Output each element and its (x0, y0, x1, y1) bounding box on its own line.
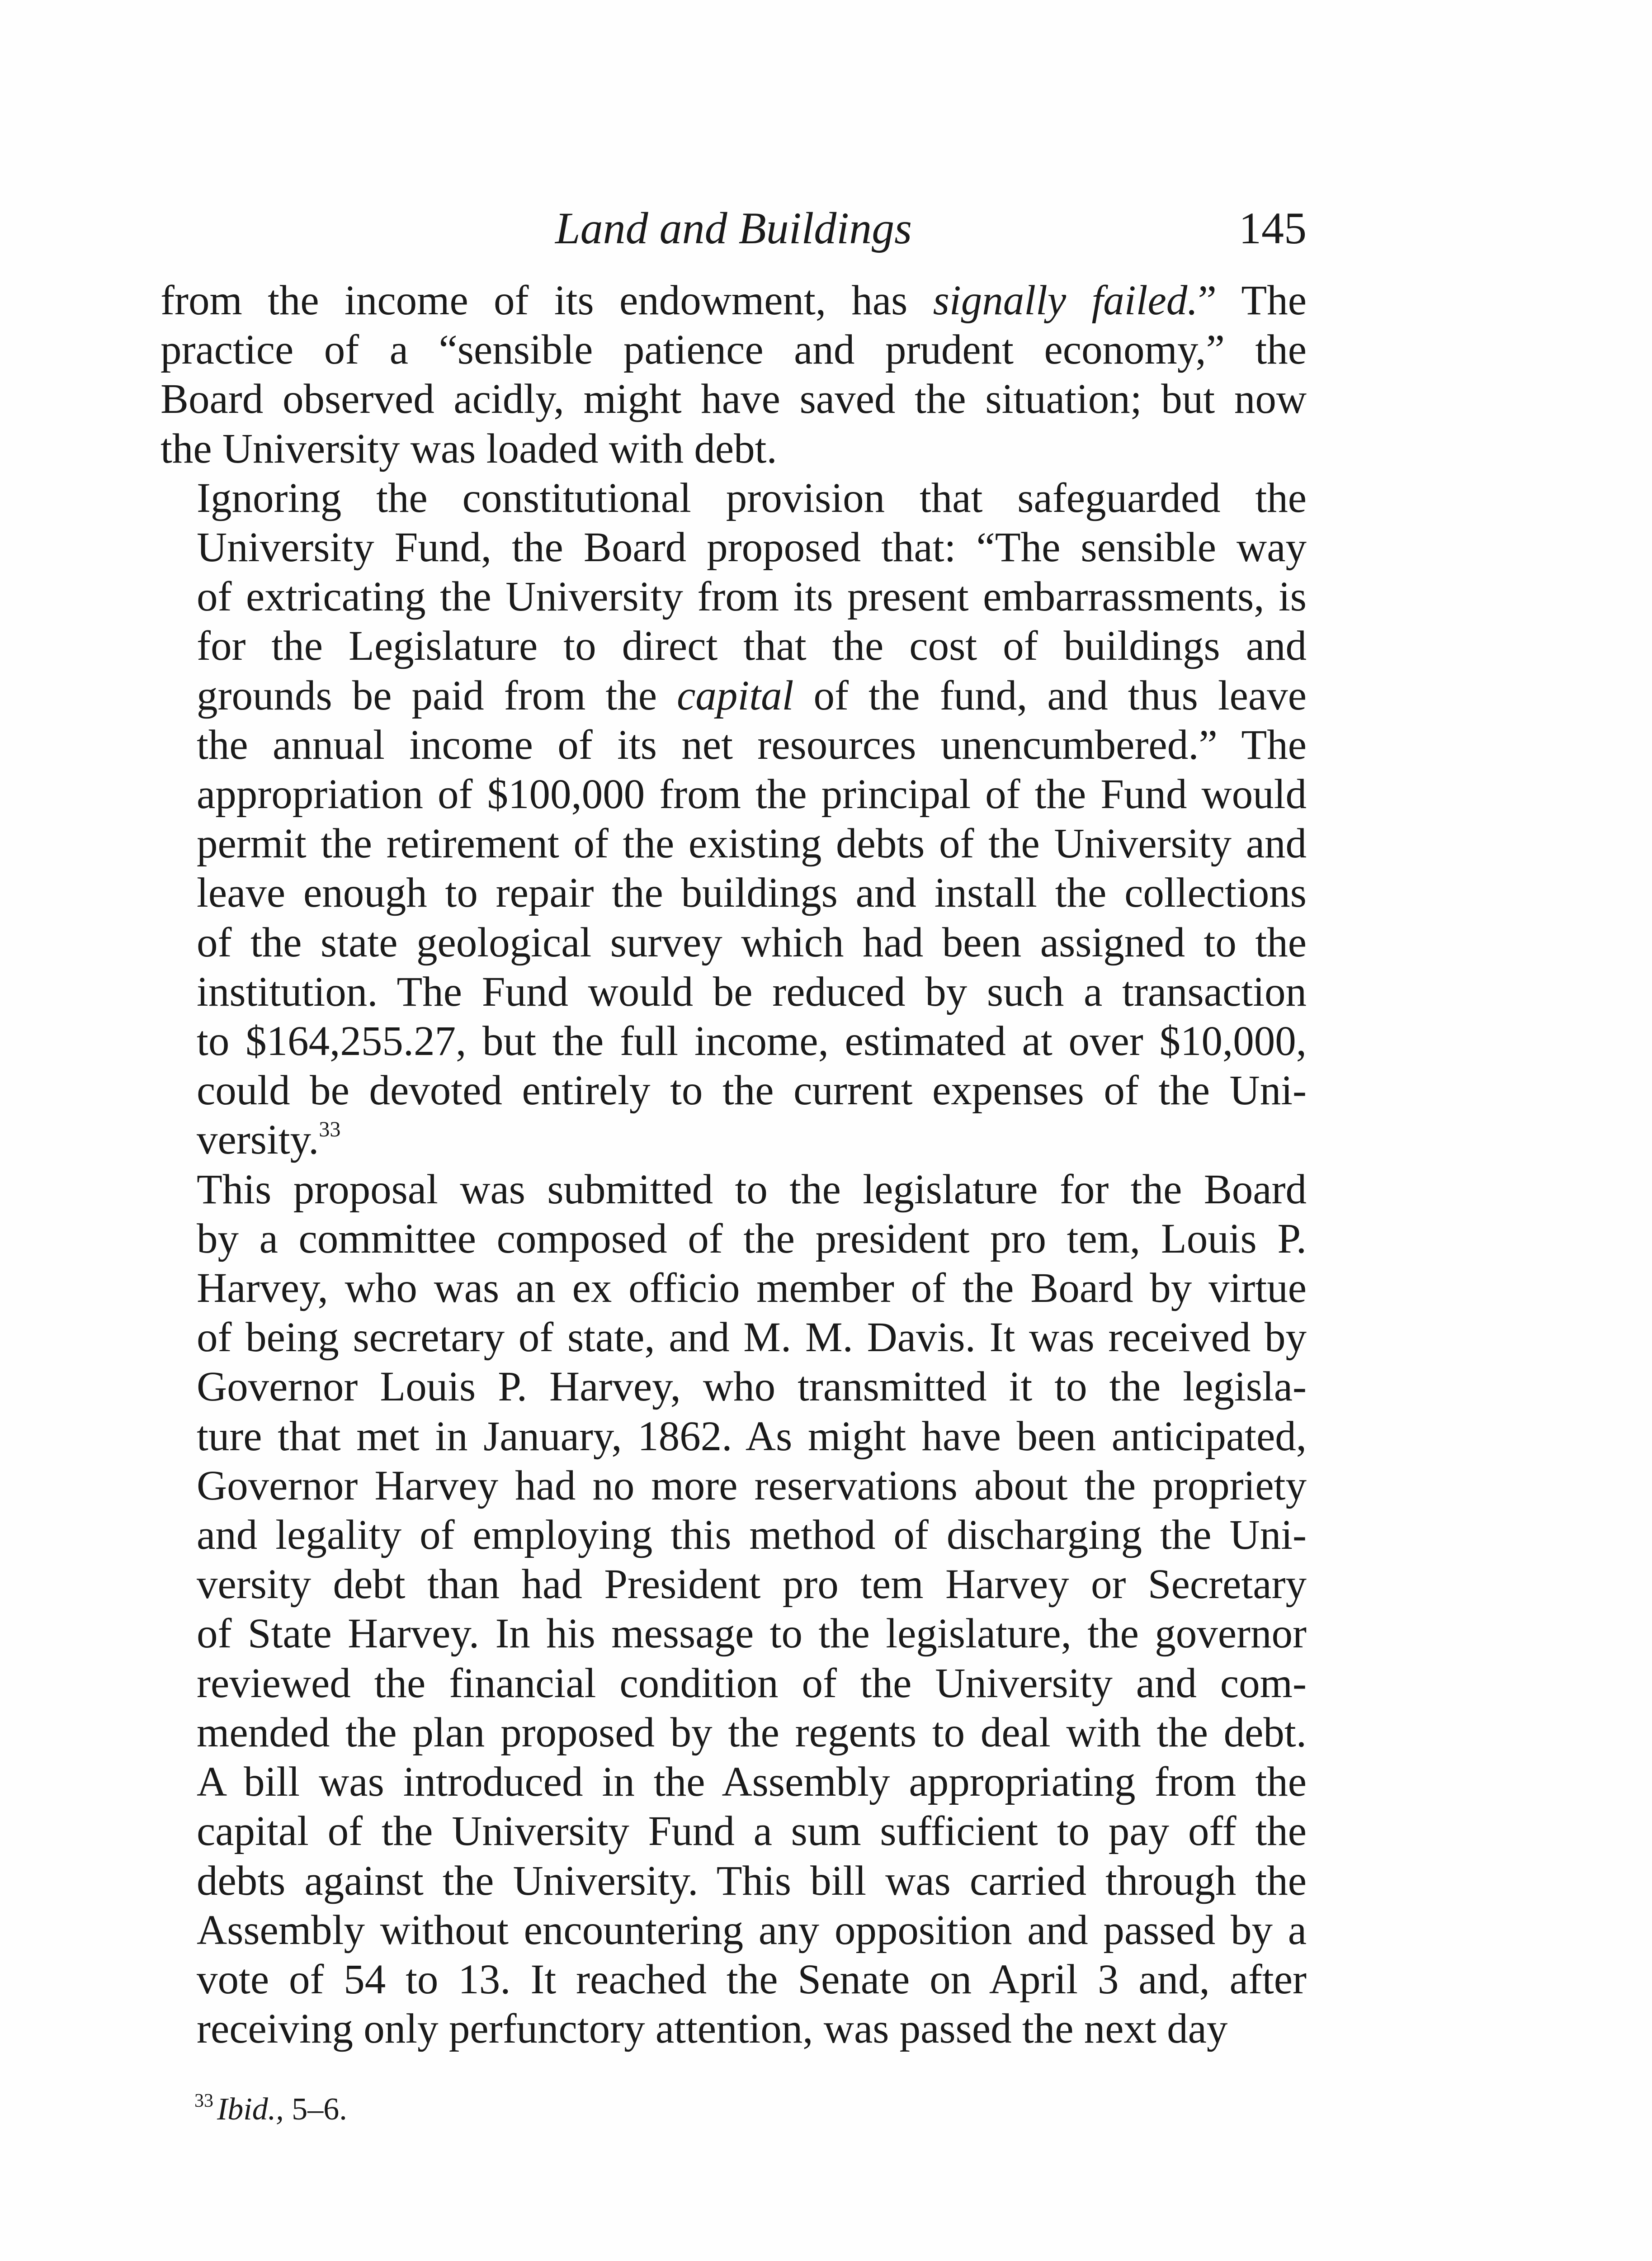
paragraph (160, 1165, 1307, 2054)
paragraph (160, 276, 1307, 473)
text-run: versity debt than had President pro tem Harvey or Secretary (197, 1561, 1307, 1608)
text-line (160, 1165, 1307, 1214)
italic-text: signally failed. (933, 277, 1198, 324)
text-run: could be devoted entirely to the current expenses of the Uni- (197, 1067, 1307, 1114)
text-run: University Fund, the Board proposed that: “The sensible way (197, 524, 1307, 571)
text-line (160, 1757, 1307, 1807)
text-run: to $164,255.27, but the full income, estimated at over $10,000, (197, 1018, 1307, 1065)
footnote (194, 2089, 347, 2130)
text-line (160, 621, 1307, 671)
text-line (160, 1708, 1307, 1757)
text-line (160, 1214, 1307, 1263)
text-line (160, 424, 1307, 473)
text-run: grounds be paid from the (197, 672, 677, 719)
text-run: institution. The Fund would be reduced by such a transaction (197, 968, 1307, 1015)
text-line (160, 1115, 1307, 1164)
running-head: Land and Buildings (555, 203, 912, 253)
text-line (160, 868, 1307, 918)
text-run: This proposal was submitted to the legislature for the Board (197, 1166, 1307, 1213)
text-line (160, 1066, 1307, 1115)
text-line (160, 572, 1307, 621)
text-run: and legality of employing this method of discharging the Uni- (197, 1512, 1307, 1559)
text-line (160, 1510, 1307, 1560)
text-run: for the Legislature to direct that the cost of buildings and (197, 623, 1307, 670)
text-line (160, 770, 1307, 819)
text-run: leave enough to repair the buildings and install the collections (197, 870, 1307, 917)
text-line (160, 473, 1307, 523)
text-line (160, 1659, 1307, 1708)
text-line (160, 1906, 1307, 1955)
text-line (160, 1807, 1307, 1856)
text-run: versity. (197, 1116, 319, 1164)
paragraph (160, 473, 1307, 1165)
text-line (160, 1856, 1307, 1906)
text-run: of the fund, and thus leave (793, 672, 1307, 719)
text-run: of being secretary of state, and M. M. Davis. It was received by (197, 1314, 1307, 1361)
text-line (160, 325, 1307, 374)
text-run: permit the retirement of the existing debts of the University and (197, 820, 1307, 867)
text-run: of the state geological survey which had been assigned to the (197, 919, 1307, 966)
text-line (160, 1412, 1307, 1461)
text-run: Harvey, who was an ex officio member of the Board by virtue (197, 1265, 1307, 1312)
text-run: ” The (1198, 277, 1307, 324)
text-line (160, 967, 1307, 1017)
text-run: the University was loaded with debt. (160, 425, 777, 472)
text-line (160, 1017, 1307, 1066)
footnote-pages: 5–6. (283, 2092, 347, 2127)
text-run: A bill was introduced in the Assembly appropriating from the (197, 1759, 1307, 1806)
page-number: 145 (1239, 203, 1307, 253)
text-line (160, 523, 1307, 572)
text-run: Governor Harvey had no more reservations about the propriety (197, 1462, 1307, 1509)
text-line (160, 1560, 1307, 1609)
text-line (160, 1609, 1307, 1658)
footnote-number: 33 (194, 2091, 213, 2111)
text-run: of extricating the University from its present embarrassments, is (197, 573, 1307, 620)
text-line (160, 276, 1307, 325)
text-line (160, 2004, 1307, 2053)
text-run: by a committee composed of the president pro tem, Louis P. (197, 1215, 1307, 1262)
text-run: the annual income of its net resources unencumbered.” The (197, 721, 1307, 768)
text-run: ture that met in January, 1862. As might have been anticipated, (197, 1413, 1307, 1460)
italic-text: capital (677, 672, 794, 719)
text-line (160, 720, 1307, 770)
text-run: appropriation of $100,000 from the principal of the Fund would (197, 771, 1307, 818)
text-run: mended the plan proposed by the regents to deal with the debt. (197, 1709, 1307, 1756)
text-run: Assembly without encountering any opposition and passed by a (197, 1906, 1307, 1954)
text-run: Ignoring the constitutional provision that safeguarded the (197, 474, 1307, 521)
text-run: Board observed acidly, might have saved the situation; but now (160, 376, 1307, 423)
body-text (160, 276, 1307, 2053)
text-run: practice of a “sensible patience and prudent economy,” the (160, 326, 1307, 374)
footnote-reference[interactable]: 33 (319, 1117, 341, 1142)
text-run: vote of 54 to 13. It reached the Senate on April 3 and, after (197, 1956, 1307, 2003)
text-run: reviewed the financial condition of the University and com- (197, 1660, 1307, 1707)
page-header (160, 199, 1307, 258)
text-line (160, 1461, 1307, 1510)
text-line (160, 1263, 1307, 1313)
text-line (160, 671, 1307, 720)
text-run: receiving only perfunctory attention, was passed the next day (197, 2006, 1228, 2053)
text-line (160, 1313, 1307, 1362)
text-line (160, 918, 1307, 967)
footnotes (194, 2089, 347, 2130)
text-run: from the income of its endowment, has (160, 277, 933, 324)
text-line (160, 1955, 1307, 2004)
text-line (160, 374, 1307, 424)
text-line (160, 1362, 1307, 1411)
text-run: debts against the University. This bill was carried through the (197, 1857, 1307, 1904)
text-line (160, 819, 1307, 868)
text-run: Governor Louis P. Harvey, who transmitted it to the legisla- (197, 1363, 1307, 1410)
text-run: capital of the University Fund a sum sufficient to pay off the (197, 1808, 1307, 1855)
footnote-citation: Ibid., (217, 2092, 284, 2127)
text-run: of State Harvey. In his message to the legislature, the governor (197, 1610, 1307, 1657)
